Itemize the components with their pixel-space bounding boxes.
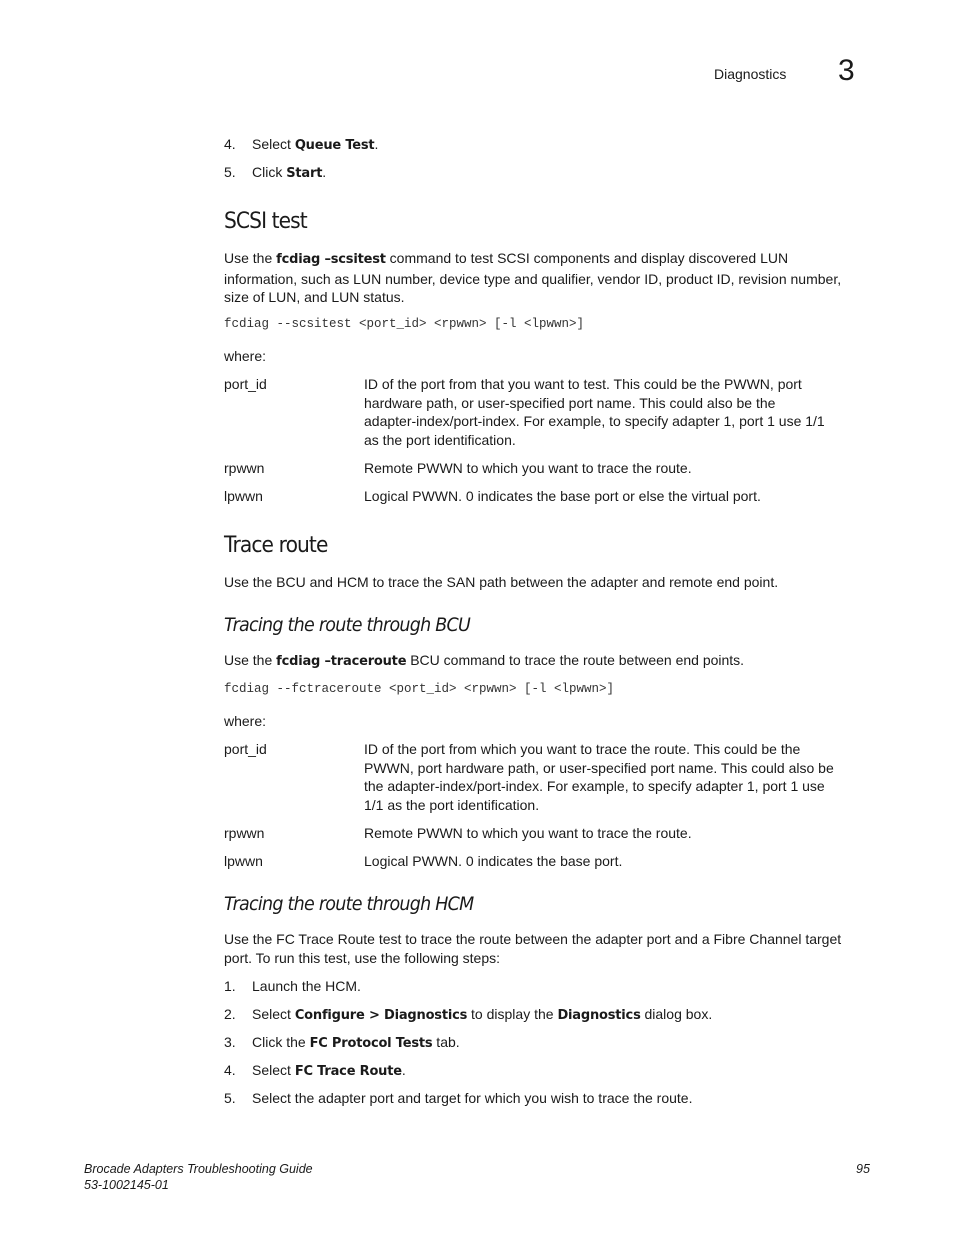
section-heading-scsi-test: SCSI test bbox=[224, 209, 307, 234]
ui-label: FC Protocol Tests bbox=[309, 1036, 433, 1051]
param-term: lpwwn bbox=[224, 488, 263, 504]
param-description: Logical PWWN. 0 indicates the base port. bbox=[364, 853, 623, 869]
param-description: ID of the port from which you want to trace the route. This could be the PWWN, port hardware path, or user-specified port name. This could also be the adapter-index/port-index. For example, to specify adapter 1, port 1 use 1/1 as the port identification. bbox=[364, 741, 834, 813]
step-item: 5. Select the adapter port and target for which you wish to trace the route. bbox=[224, 1090, 693, 1106]
hcm-intro-paragraph: Use the FC Trace Route test to trace the route between the adapter port and a Fibre Channel target port. To run this test, use the following steps: bbox=[224, 931, 842, 966]
footer-document-info bbox=[84, 1161, 313, 1193]
param-description: Remote PWWN to which you want to trace the route. bbox=[364, 825, 692, 841]
footer-title: Brocade Adapters Troubleshooting Guide bbox=[84, 1162, 313, 1176]
section-heading-trace-route: Trace route bbox=[224, 533, 328, 558]
step-item: 3. Click the FC Protocol Tests tab. bbox=[224, 1034, 460, 1051]
param-description: Logical PWWN. 0 indicates the base port or else the virtual port. bbox=[364, 488, 761, 504]
param-term: rpwwn bbox=[224, 825, 265, 841]
ui-label: Queue Test bbox=[294, 138, 375, 153]
bcu-command-syntax: fcdiag --fctraceroute <port_id> <rpwwn> [-l <lpwwn>] bbox=[224, 682, 615, 696]
ui-label: Start bbox=[286, 166, 323, 181]
page-number: 95 bbox=[856, 1162, 870, 1176]
ui-label: Configure > Diagnostics bbox=[294, 1008, 468, 1023]
step-item: 2. Select Configure > Diagnostics to display the Diagnostics dialog box. bbox=[224, 1006, 713, 1023]
step-item: 4. Select FC Trace Route. bbox=[224, 1062, 406, 1079]
running-header-section: Diagnostics bbox=[714, 66, 787, 82]
step-item: 1. Launch the HCM. bbox=[224, 978, 361, 994]
param-description: ID of the port from that you want to test. This could be the PWWN, port hardware path, or user-specified port name. This could also be the adapter-index/port-index. For example, to specify adapter 1, port 1 use 1/1 as the port identification. bbox=[364, 376, 825, 448]
param-description: Remote PWWN to which you want to trace the route. bbox=[364, 460, 692, 476]
param-term: lpwwn bbox=[224, 853, 263, 869]
ui-label: FC Trace Route bbox=[294, 1064, 402, 1079]
step-item: 4. Select Queue Test. bbox=[224, 136, 379, 153]
scsi-intro-paragraph: Use the fcdiag –scsitest command to test SCSI components and display discovered LUN information, such as LUN number, device type and qualifier, vendor ID, product ID, revision number, size of LUN, and LUN status. bbox=[224, 250, 842, 305]
where-label: where: bbox=[224, 713, 267, 729]
command-name: fcdiag –scsitest bbox=[276, 252, 386, 267]
step-item: 5. Click Start. bbox=[224, 164, 327, 181]
trace-intro-paragraph: Use the BCU and HCM to trace the SAN path between the adapter and remote end point. bbox=[224, 574, 779, 590]
param-term: rpwwn bbox=[224, 460, 265, 476]
bcu-intro-paragraph: Use the fcdiag –traceroute BCU command to trace the route between end points. bbox=[224, 652, 745, 669]
where-label: where: bbox=[224, 348, 267, 364]
ui-label: Diagnostics bbox=[557, 1008, 641, 1023]
scsi-command-syntax: fcdiag --scsitest <port_id> <rpwwn> [-l <lpwwn>] bbox=[224, 317, 585, 331]
command-name: fcdiag –traceroute bbox=[276, 654, 407, 669]
param-term: port_id bbox=[224, 741, 267, 757]
param-term: port_id bbox=[224, 376, 267, 392]
subsection-heading-hcm: Tracing the route through HCM bbox=[224, 893, 474, 915]
subsection-heading-bcu: Tracing the route through BCU bbox=[224, 614, 471, 636]
chapter-number: 3 bbox=[838, 54, 855, 87]
footer-doc-number: 53-1002145-01 bbox=[84, 1178, 169, 1192]
